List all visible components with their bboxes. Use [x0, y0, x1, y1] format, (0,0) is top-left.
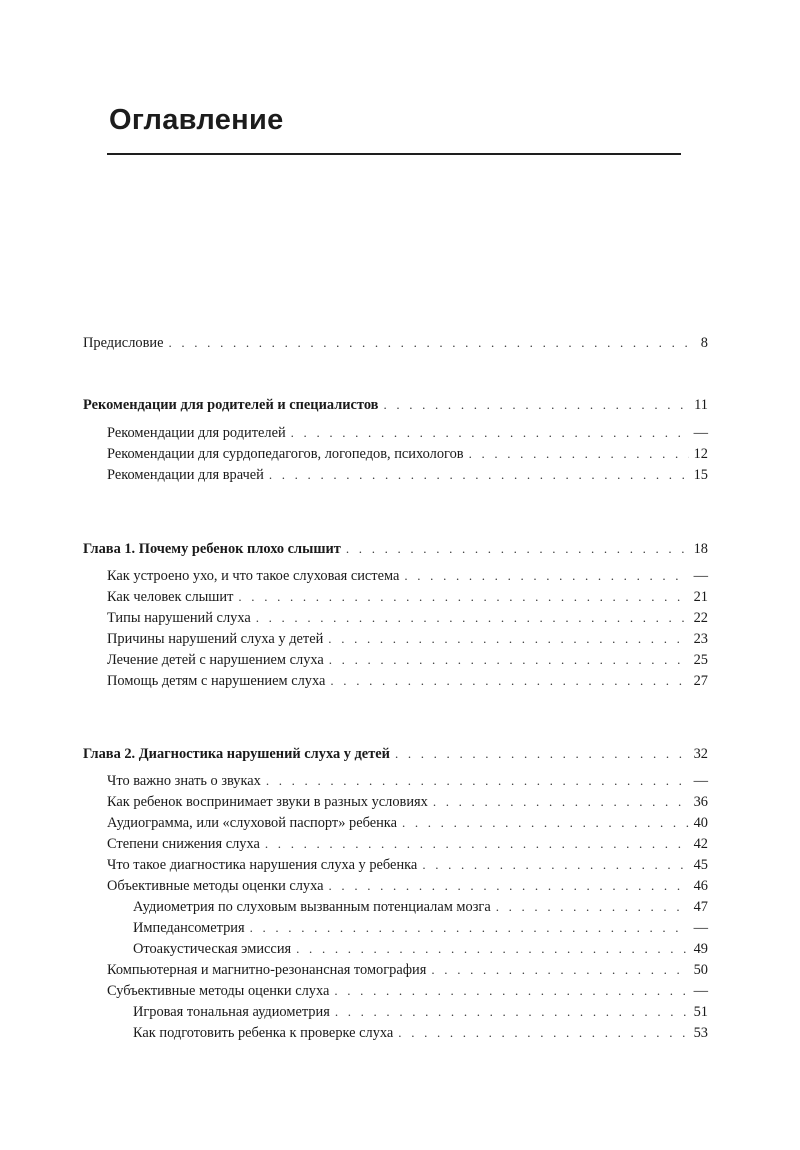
toc-entry[interactable] [107, 651, 708, 669]
dot-leader [329, 877, 689, 895]
toc-entry-page: 40 [693, 815, 708, 831]
dot-leader [250, 919, 689, 937]
toc-entry-title: Рекомендации для сурдопедагогов, логопедов, психологов [107, 446, 464, 462]
toc-entry-title: Отоакустическая эмиссия [133, 941, 292, 957]
toc-entry-title: Аудиометрия по слуховым вызванным потенциалам мозга [133, 899, 491, 915]
dot-leader [383, 396, 689, 414]
dot-leader [398, 1024, 688, 1042]
toc-entry-title: Помощь детям с нарушением слуха [107, 673, 326, 689]
toc-entry-page: — [693, 773, 708, 789]
dot-leader [256, 609, 689, 627]
toc-entry-title: Типы нарушений слуха [107, 610, 251, 626]
toc-entry-page: 45 [693, 857, 708, 873]
toc-entry-title: Как человек слышит [107, 589, 234, 605]
toc-entry[interactable] [107, 772, 708, 790]
dot-leader [265, 835, 689, 853]
toc-subentry[interactable] [133, 1024, 708, 1042]
dot-leader [266, 772, 689, 790]
toc-entry-page: 25 [693, 652, 708, 668]
dot-leader [330, 672, 688, 690]
toc-entry[interactable] [107, 856, 708, 874]
toc-entry-title: Как устроено ухо, и что такое слуховая система [107, 568, 400, 584]
toc-entry[interactable] [107, 961, 708, 979]
toc-entry-title: Предисловие [83, 335, 164, 351]
toc-entry-title: Что важно знать о звуках [107, 773, 261, 789]
toc-entry[interactable] [107, 982, 708, 1000]
dot-leader [395, 745, 689, 763]
dot-leader [496, 898, 689, 916]
toc-entry-title: Рекомендации для родителей и специалистов [83, 397, 379, 413]
toc-entry[interactable] [107, 630, 708, 648]
dot-leader [469, 445, 689, 463]
toc-entry-page: 12 [693, 446, 708, 462]
toc-entry-preface[interactable] [83, 334, 708, 352]
toc-entry-page: 36 [693, 794, 708, 810]
toc-section-recommendations[interactable] [83, 396, 708, 414]
toc-entry-title: Лечение детей с нарушением слуха [107, 652, 324, 668]
toc-entry-title: Причины нарушений слуха у детей [107, 631, 324, 647]
toc-entry-title: Рекомендации для родителей [107, 425, 286, 441]
toc-entry-page: 32 [693, 746, 708, 762]
dot-leader [328, 630, 688, 648]
toc-entry-page: 18 [693, 541, 708, 557]
toc-entry-page: 42 [693, 836, 708, 852]
toc-entry-title: Как ребенок воспринимает звуки в разных условиях [107, 794, 428, 810]
toc-entry-title: Компьютерная и магнитно-резонансная томография [107, 962, 427, 978]
dot-leader [269, 466, 689, 484]
dot-leader [433, 793, 689, 811]
toc-subentry[interactable] [133, 898, 708, 916]
dot-leader [335, 1003, 689, 1021]
toc-entry-title: Импедансометрия [133, 920, 245, 936]
dot-leader [168, 334, 693, 352]
toc-section-chapter-2[interactable] [83, 745, 708, 763]
dot-leader [402, 814, 689, 832]
toc-entry[interactable] [107, 588, 708, 606]
toc-entry-page: — [693, 920, 708, 936]
title-underline [107, 153, 681, 155]
toc-entry-page: 27 [693, 673, 708, 689]
toc-entry[interactable] [107, 567, 708, 585]
dot-leader [329, 651, 689, 669]
toc-entry[interactable] [107, 424, 708, 442]
dot-leader [296, 940, 688, 958]
toc-section-chapter-1[interactable] [83, 540, 708, 558]
toc-entry-title: Рекомендации для врачей [107, 467, 264, 483]
toc-subentry[interactable] [133, 919, 708, 937]
toc-entry-title: Как подготовить ребенка к проверке слуха [133, 1025, 394, 1041]
toc-entry-title: Субъективные методы оценки слуха [107, 983, 330, 999]
toc-entry-page: 15 [693, 467, 708, 483]
dot-leader [422, 856, 688, 874]
toc-entry[interactable] [107, 835, 708, 853]
dot-leader [431, 961, 688, 979]
toc-entry-title: Глава 2. Диагностика нарушений слуха у детей [83, 746, 390, 762]
toc-subentry[interactable] [133, 940, 708, 958]
page-title: Оглавление [109, 104, 284, 136]
toc-entry-page: 47 [693, 899, 708, 915]
toc-entry-page: 23 [693, 631, 708, 647]
toc-entry-title: Что такое диагностика нарушения слуха у ребенка [107, 857, 418, 873]
dot-leader [291, 424, 689, 442]
toc-entry[interactable] [107, 814, 708, 832]
toc-entry[interactable] [107, 466, 708, 484]
toc-entry-page: 11 [694, 397, 708, 413]
toc-entry[interactable] [107, 877, 708, 895]
toc-entry-title: Глава 1. Почему ребенок плохо слышит [83, 541, 341, 557]
toc-entry-page: — [693, 983, 708, 999]
toc-entry-page: 46 [693, 878, 708, 894]
dot-leader [404, 567, 688, 585]
toc-entry-page: 49 [693, 941, 708, 957]
dot-leader [238, 588, 688, 606]
dot-leader [334, 982, 688, 1000]
toc-entry-page: 53 [693, 1025, 708, 1041]
toc-entry-page: 51 [693, 1004, 708, 1020]
toc-entry[interactable] [107, 609, 708, 627]
toc-entry-page: 8 [700, 335, 708, 351]
toc-entry-page: 22 [693, 610, 708, 626]
toc-entry-page: — [693, 568, 708, 584]
toc-entry-page: 21 [693, 589, 708, 605]
toc-entry-title: Степени снижения слуха [107, 836, 260, 852]
toc-entry[interactable] [107, 672, 708, 690]
dot-leader [346, 540, 689, 558]
toc-entry[interactable] [107, 445, 708, 463]
toc-entry-title: Объективные методы оценки слуха [107, 878, 324, 894]
toc-subentry[interactable] [133, 1003, 708, 1021]
toc-entry-page: — [693, 425, 708, 441]
toc-entry-title: Игровая тональная аудиометрия [133, 1004, 330, 1020]
toc-entry-page: 50 [693, 962, 708, 978]
toc-entry[interactable] [107, 793, 708, 811]
toc-entry-title: Аудиограмма, или «слуховой паспорт» ребенка [107, 815, 397, 831]
